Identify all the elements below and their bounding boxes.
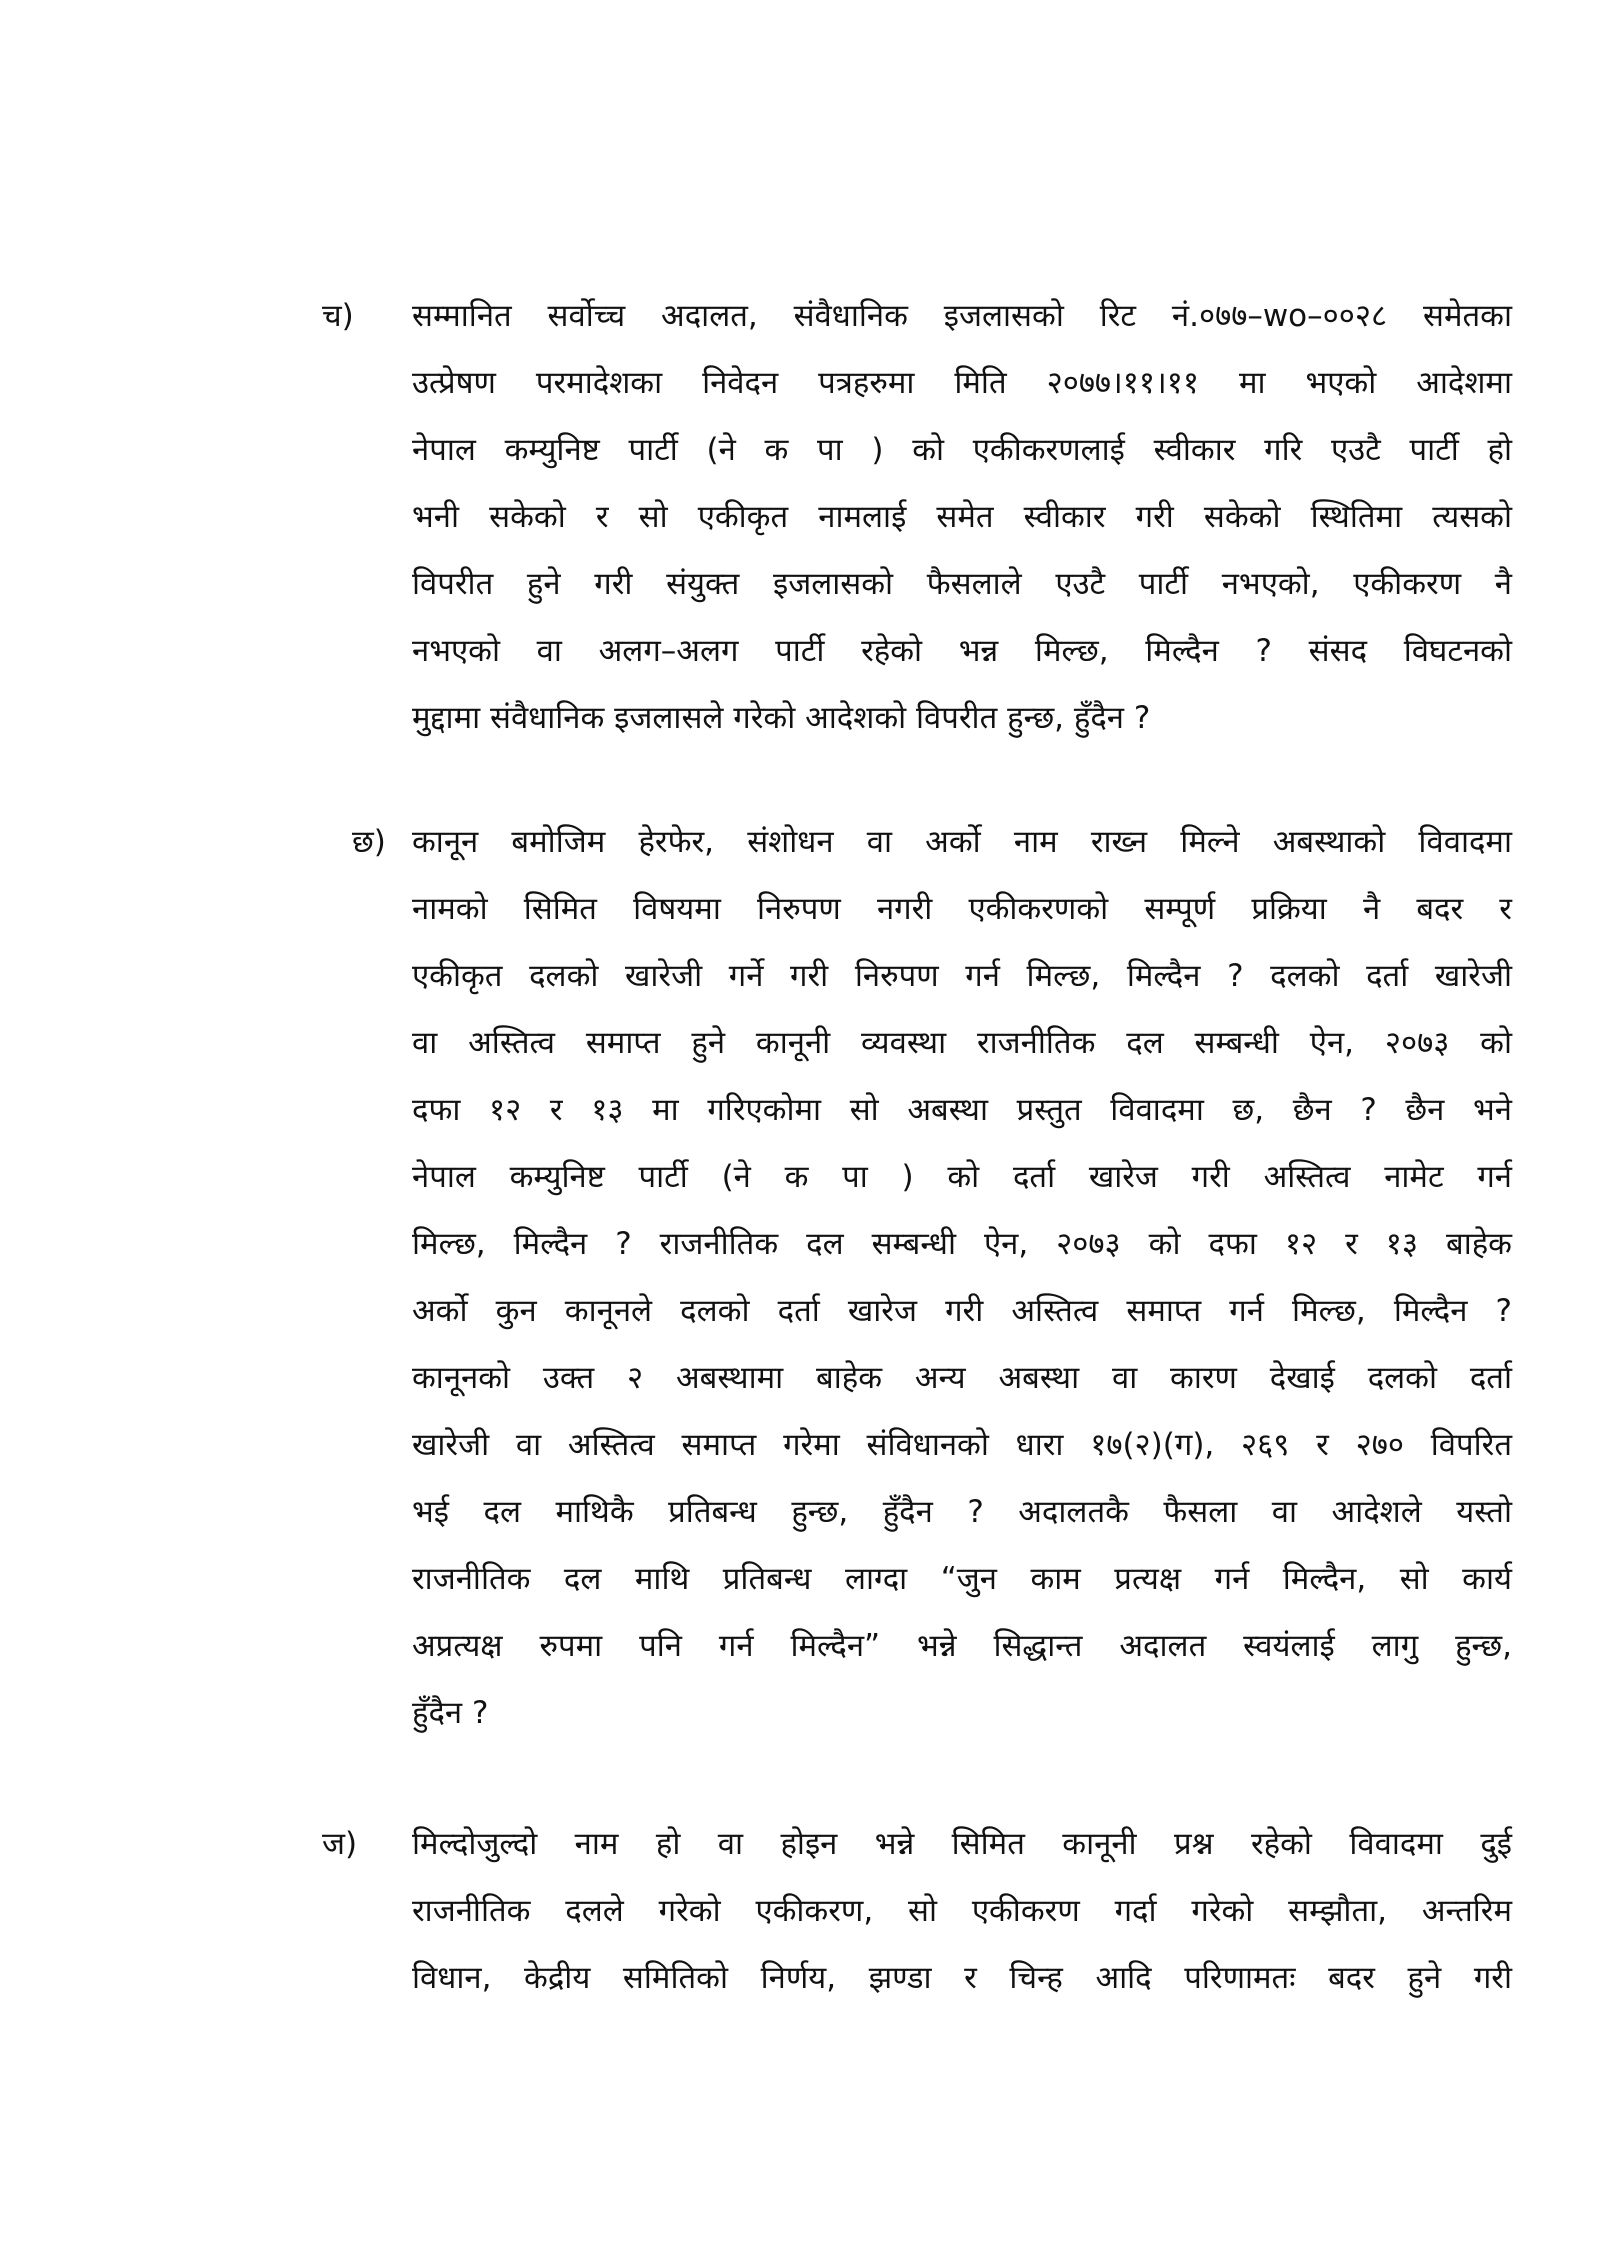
text-line: विधान, केद्रीय समितिको निर्णय, झण्डा र चिन्ह आदि परिणामतः बदर हुने गरी (412, 1960, 1512, 1996)
text-line: मिल्दोजुल्दो नाम हो वा होइन भन्ने सिमित कानूनी प्रश्न रहेको विवादमा दुई (412, 1826, 1512, 1862)
text-line: राजनीतिक दलले गरेको एकीकरण, सो एकीकरण गर्दा गरेको सम्झौता, अन्तरिम (412, 1893, 1512, 1929)
text-line: दफा १२ र १३ मा गरिएकोमा सो अबस्था प्रस्तुत विवादमा छ, छैन ? छैन भने (412, 1092, 1512, 1128)
text-line: कानूनको उक्त २ अबस्थामा बाहेक अन्य अबस्था वा कारण देखाई दलको दर्ता (412, 1360, 1512, 1396)
text-line: खारेजी वा अस्तित्व समाप्त गरेमा संविधानको धारा १७(२)(ग), २६९ र २७० विपरित (412, 1427, 1512, 1463)
text-line: वा अस्तित्व समाप्त हुने कानूनी व्यवस्था राजनीतिक दल सम्बन्धी ऐन, २०७३ को (412, 1025, 1512, 1061)
text-line: कानून बमोजिम हेरफेर, संशोधन वा अर्को नाम राख्न मिल्ने अबस्थाको विवादमा (412, 824, 1512, 860)
text-line: अप्रत्यक्ष रुपमा पनि गर्न मिल्दैन” भन्ने सिद्धान्त अदालत स्वयंलाई लागु हुन्छ, (412, 1628, 1512, 1664)
text-line: राजनीतिक दल माथि प्रतिबन्ध लाग्दा “जुन काम प्रत्यक्ष गर्न मिल्दैन, सो कार्य (412, 1561, 1512, 1597)
text-line: उत्प्रेषण परमादेशका निवेदन पत्रहरुमा मिति २०७७।११।११ मा भएको आदेशमा (412, 365, 1512, 401)
text-line: नेपाल कम्युनिष्ट पार्टी (ने क पा ) को एकीकरणलाई स्वीकार गरि एउटै पार्टी हो (412, 432, 1512, 468)
text-line: हुँदैन ? (412, 1695, 489, 1731)
clause-marker: ज) (322, 1826, 358, 1862)
text-line: विपरीत हुने गरी संयुक्त इजलासको फैसलाले एउटै पार्टी नभएको, एकीकरण नै (412, 566, 1512, 602)
text-line: भनी सकेको र सो एकीकृत नामलाई समेत स्वीकार गरी सकेको स्थितिमा त्यसको (412, 499, 1512, 535)
text-line: सम्मानित सर्वोच्च अदालत, संवैधानिक इजलासको रिट नं.०७७–wo–००२८ समेतका (412, 298, 1512, 334)
text-line: नभएको वा अलग–अलग पार्टी रहेको भन्न मिल्छ, मिल्दैन ? संसद विघटनको (412, 633, 1512, 669)
text-line: नेपाल कम्युनिष्ट पार्टी (ने क पा ) को दर्ता खारेज गरी अस्तित्व नामेट गर्न (412, 1159, 1512, 1195)
text-line: भई दल माथिकै प्रतिबन्ध हुन्छ, हुँदैन ? अदालतकै फैसला वा आदेशले यस्तो (412, 1494, 1512, 1530)
clause-marker: छ) (352, 824, 386, 860)
clause-marker: च) (322, 298, 354, 334)
text-line: एकीकृत दलको खारेजी गर्ने गरी निरुपण गर्न मिल्छ, मिल्दैन ? दलको दर्ता खारेजी (412, 958, 1512, 994)
text-line: मुद्दामा संवैधानिक इजलासले गरेको आदेशको विपरीत हुन्छ, हुँदैन ? (412, 700, 1151, 736)
text-line: मिल्छ, मिल्दैन ? राजनीतिक दल सम्बन्धी ऐन, २०७३ को दफा १२ र १३ बाहेक (412, 1226, 1512, 1262)
text-line: अर्को कुन कानूनले दलको दर्ता खारेज गरी अस्तित्व समाप्त गर्न मिल्छ, मिल्दैन ? (412, 1293, 1512, 1329)
text-line: नामको सिमित विषयमा निरुपण नगरी एकीकरणको सम्पूर्ण प्रक्रिया नै बदर र (412, 891, 1512, 927)
